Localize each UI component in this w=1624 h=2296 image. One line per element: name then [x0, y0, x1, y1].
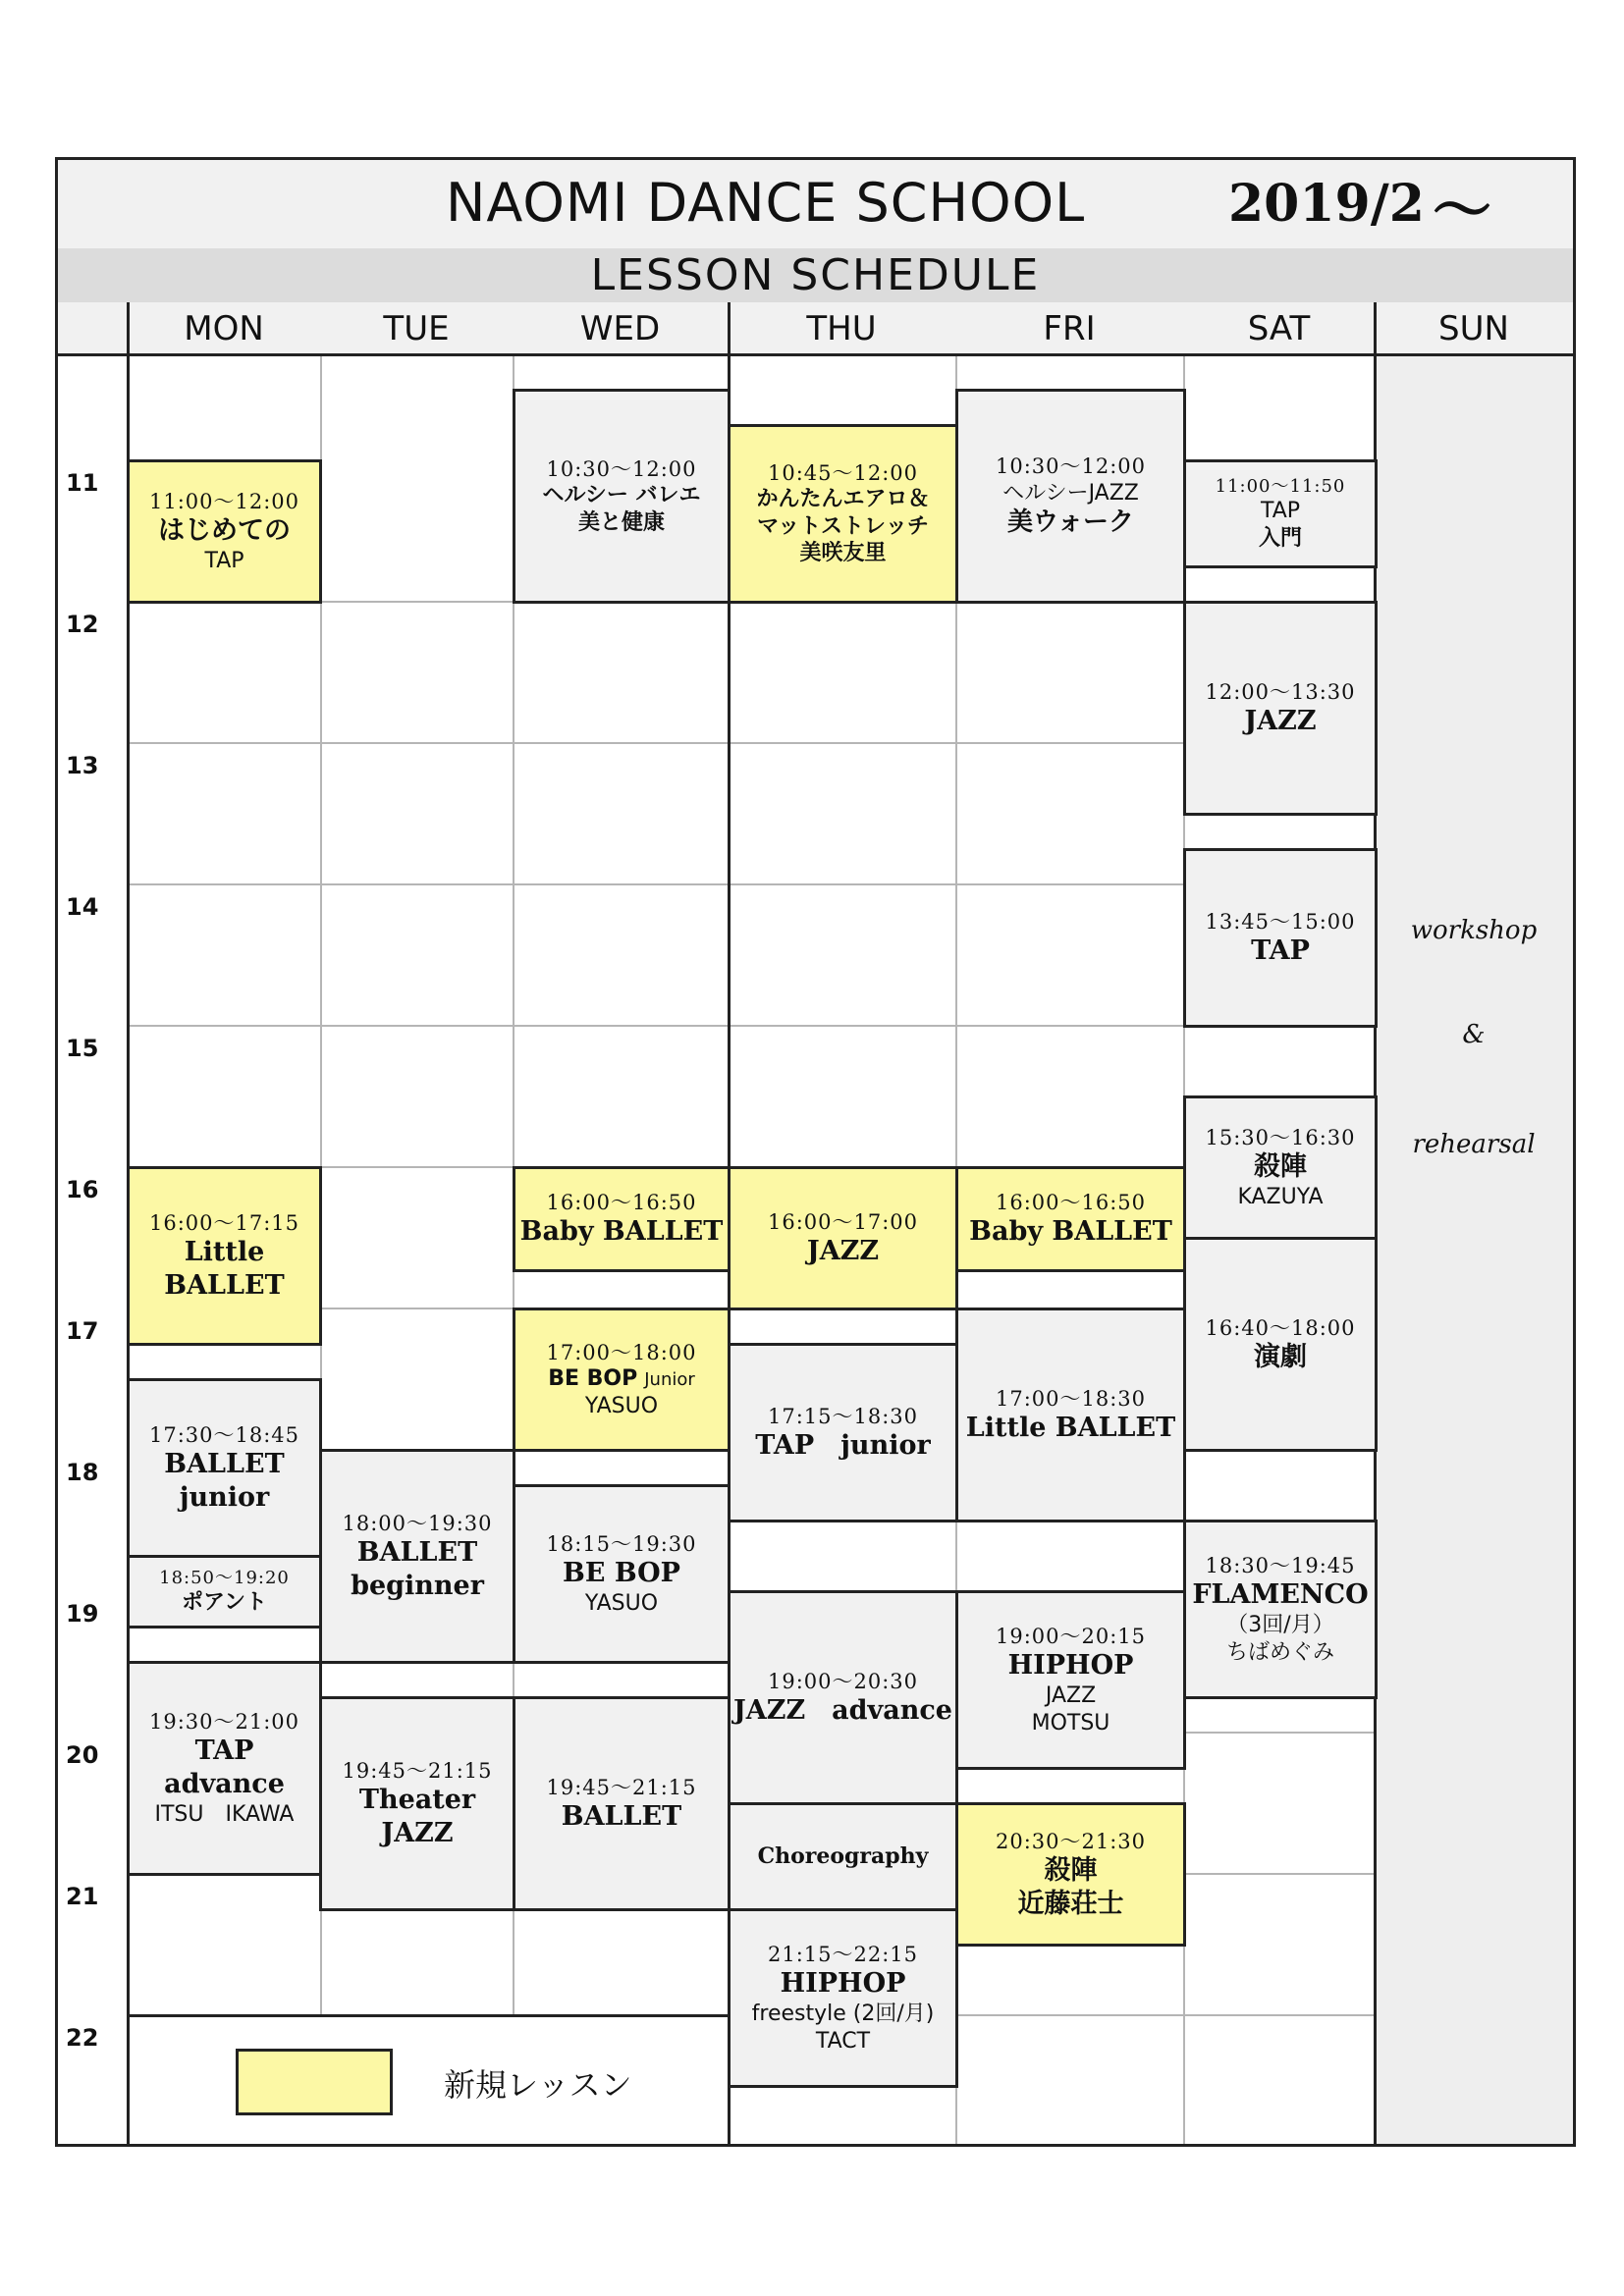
lesson-wed-1030[interactable] [513, 389, 731, 604]
lesson-instructor: 美咲友里 [799, 541, 887, 566]
lesson-time: 13:45〜15:00 [1205, 909, 1356, 934]
lesson-mon-1730[interactable] [127, 1378, 322, 1558]
lesson-name: 殺陣 [1044, 1854, 1098, 1886]
page-title: LESSON SCHEDULE [590, 250, 1041, 300]
lesson-instructor: KAZUYA [1237, 1184, 1324, 1209]
legend-label: 新規レッスン [444, 2066, 632, 2104]
hour-label: 13 [66, 752, 99, 779]
lesson-instructor: YASUO [584, 1590, 659, 1616]
lesson-time: 16:00〜16:50 [995, 1191, 1147, 1214]
lesson-fri-1700[interactable] [955, 1308, 1186, 1522]
lesson-name: Choreography [757, 1842, 929, 1869]
lesson-time: 18:50〜19:20 [159, 1567, 290, 1588]
lesson-level: Junior [644, 1369, 695, 1391]
lesson-detail: 美ウォーク [1007, 507, 1134, 538]
lesson-thu-2115[interactable] [728, 1908, 958, 2088]
lesson-name: BE BOP [563, 1558, 680, 1588]
lesson-time: 10:30〜12:00 [995, 454, 1147, 479]
hour-label: 12 [66, 611, 99, 638]
legend-swatch [236, 2049, 393, 2115]
lesson-thu-1045[interactable] [728, 424, 958, 604]
lesson-time: 10:45〜12:00 [767, 461, 919, 486]
lesson-name: ヘルシー バレエ [542, 483, 701, 508]
lesson-name: 演劇 [1254, 1341, 1307, 1372]
lesson-time: 16:00〜16:50 [546, 1191, 697, 1214]
lesson-name: Baby BALLET [519, 1216, 724, 1248]
lesson-instructor: ITSU IKAWA [154, 1801, 295, 1827]
lesson-sat-1345[interactable] [1183, 848, 1378, 1028]
lesson-time: 21:15〜22:15 [767, 1943, 919, 1966]
lesson-mon-1600[interactable] [127, 1166, 322, 1346]
lesson-fri-1600[interactable] [955, 1166, 1186, 1272]
day-header-sun: SUN [1438, 309, 1509, 348]
lesson-time: 17:30〜18:45 [148, 1422, 300, 1447]
lesson-name: BALLET [164, 1448, 285, 1479]
lesson-detail: （3回/月） [1226, 1613, 1334, 1637]
lesson-wed-1700[interactable] [513, 1308, 731, 1452]
sunday-rehearsal: rehearsal [1412, 1130, 1536, 1159]
lesson-name: JAZZ [1244, 705, 1317, 736]
lesson-detail: JAZZ [1045, 1683, 1097, 1708]
lesson-detail: beginner [351, 1570, 484, 1601]
lesson-time: 12:00〜13:30 [1205, 679, 1356, 704]
lesson-time: 19:00〜20:30 [767, 1669, 919, 1693]
date-tilde: 〜 [1433, 177, 1491, 245]
lesson-detail: advance [164, 1768, 285, 1799]
sunday-ampersand: & [1462, 1020, 1486, 1049]
hour-label: 18 [66, 1459, 99, 1486]
lesson-name: はじめての [158, 515, 291, 546]
lesson-time: 20:30〜21:30 [995, 1829, 1147, 1853]
lesson-sat-1830[interactable] [1183, 1520, 1378, 1699]
lesson-time: 18:15〜19:30 [546, 1531, 697, 1556]
lesson-time: 17:15〜18:30 [767, 1404, 919, 1428]
lesson-sat-1100[interactable] [1183, 459, 1378, 568]
lesson-time: 18:00〜19:30 [342, 1511, 493, 1535]
lesson-name: Little BALLET [965, 1412, 1176, 1443]
lesson-detail: マットストレッチ [757, 513, 929, 539]
day-header-sat: SAT [1247, 309, 1311, 348]
lesson-name: BALLET [561, 1800, 682, 1832]
lesson-instructor: MOTSU [1031, 1710, 1110, 1735]
lesson-sat-1530[interactable] [1183, 1095, 1378, 1240]
lesson-mon-1930[interactable] [127, 1661, 322, 1876]
lesson-name: JAZZ [806, 1235, 880, 1266]
hour-label: 22 [66, 2024, 99, 2052]
lesson-time: 19:45〜21:15 [342, 1758, 493, 1783]
lesson-name: TAP [194, 1735, 254, 1767]
school-name: NAOMI DANCE SCHOOL [446, 172, 1086, 234]
title-row [58, 172, 1573, 245]
lesson-fri-2030[interactable] [955, 1802, 1186, 1947]
lesson-name: かんたんエアロ＆ [756, 487, 930, 512]
lesson-time: 17:00〜18:00 [546, 1340, 697, 1364]
lesson-mon-1100[interactable] [127, 459, 322, 604]
lesson-name: Theater JAZZ [358, 1784, 476, 1848]
hour-label: 20 [66, 1741, 99, 1769]
lesson-time: 16:00〜17:15 [148, 1210, 300, 1235]
lesson-time: 19:00〜20:15 [995, 1625, 1147, 1648]
hour-label: 15 [66, 1035, 99, 1062]
hour-label: 14 [66, 893, 99, 921]
legend-box [127, 2014, 731, 2144]
lesson-thu-1900[interactable] [728, 1590, 958, 1805]
lesson-time: 11:00〜12:00 [148, 489, 300, 513]
lesson-sat-1200[interactable] [1183, 601, 1378, 816]
lesson-name: TAP junior [755, 1429, 931, 1461]
lesson-time: 15:30〜16:30 [1205, 1125, 1356, 1149]
lesson-detail: TAP [204, 548, 244, 573]
lesson-time: 19:45〜21:15 [546, 1775, 697, 1799]
hour-label: 16 [66, 1176, 99, 1203]
schedule-sheet [55, 157, 1576, 2147]
lesson-detail: 美と健康 [577, 509, 665, 535]
lesson-time: 17:00〜18:30 [995, 1386, 1147, 1411]
hour-label: 21 [66, 1883, 99, 1910]
lesson-time: 11:00〜11:50 [1215, 475, 1346, 497]
hour-label: 11 [66, 469, 99, 497]
sunday-workshop: workshop [1410, 916, 1538, 945]
day-header-fri: FRI [1043, 309, 1096, 348]
lesson-wed-1815[interactable] [513, 1484, 731, 1664]
day-header-wed: WED [579, 309, 661, 348]
day-header-tue: TUE [383, 309, 450, 348]
lesson-name: JAZZ advance [733, 1694, 952, 1726]
lesson-instructor: ちばめぐみ [1225, 1639, 1334, 1665]
lesson-detail: 入門 [1258, 525, 1302, 551]
lesson-wed-1600[interactable] [513, 1166, 731, 1272]
schedule-date: 2019/2 [1228, 174, 1425, 234]
lesson-thu-1715[interactable] [728, 1343, 958, 1522]
lesson-wed-1945[interactable] [513, 1696, 731, 1911]
lesson-name: HIPHOP [780, 1968, 906, 2000]
lesson-tue-1945[interactable] [319, 1696, 515, 1911]
lesson-instructor: YASUO [584, 1393, 659, 1418]
lesson-time: 16:00〜17:00 [767, 1209, 919, 1234]
lesson-mon-1850[interactable] [127, 1555, 322, 1629]
lesson-sat-1640[interactable] [1183, 1237, 1378, 1452]
lesson-thu-1600[interactable] [728, 1166, 958, 1310]
lesson-instructor: TACT [815, 2028, 871, 2054]
hour-label: 19 [66, 1600, 99, 1628]
lesson-name: TAP [1251, 934, 1310, 966]
lesson-detail: freestyle (2回/月) [751, 2002, 935, 2026]
lesson-name: 殺陣 [1254, 1151, 1307, 1182]
lesson-time: 10:30〜12:00 [546, 456, 697, 481]
lesson-detail: BALLET [164, 1269, 285, 1301]
lesson-fri-1030[interactable] [955, 389, 1186, 604]
header-divider [58, 353, 1573, 356]
lesson-time: 19:30〜21:00 [148, 1709, 300, 1734]
lesson-name: BALLET [356, 1536, 478, 1568]
lesson-name: FLAMENCO [1192, 1579, 1369, 1611]
lesson-name: ポアント [181, 1590, 268, 1615]
lesson-instructor: 近藤荘士 [1017, 1888, 1124, 1919]
lesson-name: Baby BALLET [969, 1216, 1172, 1248]
lesson-name: TAP [1260, 499, 1301, 524]
lesson-name: BE BOP [548, 1366, 638, 1392]
sunday-column [1375, 356, 1573, 2144]
lesson-fri-1900[interactable] [955, 1590, 1186, 1770]
lesson-thu-choreography[interactable] [728, 1802, 958, 1911]
lesson-detail: junior [179, 1481, 270, 1513]
lesson-name-row [548, 1365, 695, 1393]
lesson-time: 18:30〜19:45 [1205, 1554, 1356, 1577]
lesson-name: ヘルシーJAZZ [1002, 480, 1139, 506]
lesson-name: HIPHOP [1007, 1650, 1134, 1682]
day-header-mon: MON [184, 309, 264, 348]
lesson-time: 16:40〜18:00 [1205, 1315, 1356, 1340]
hour-label: 17 [66, 1317, 99, 1345]
lesson-tue-1800[interactable] [319, 1449, 515, 1664]
day-header-thu: THU [806, 309, 877, 348]
lesson-name: Little [184, 1236, 265, 1267]
